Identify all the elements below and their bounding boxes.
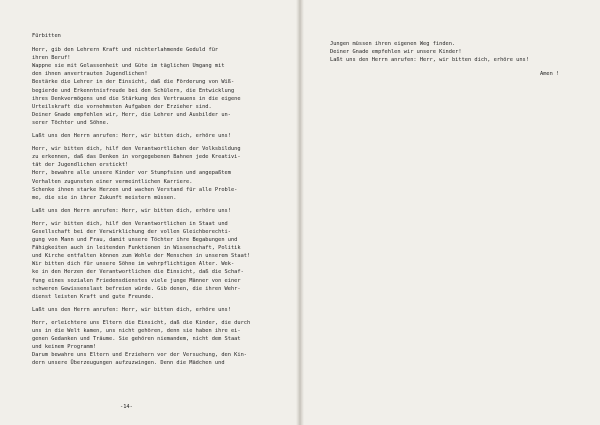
text-line: Deiner Gnade empfehlen wir, Herr, die Lehrer und Ausbilder un-: [32, 111, 231, 118]
text-line: schweren Gewissenslast befreien würde. Gib denen, die ihren Wehr-: [32, 285, 241, 292]
text-line: Darum bewahre uns Eltern und Erziehern vor der Versuchung, den Kin-: [32, 352, 248, 359]
text-line: ihres Denkvermögens und die Stärkung des Vertrauens in die eigene: [32, 95, 241, 102]
text-line: Gesellschaft bei der Verwirklichung der vollen Gleichberechti-: [32, 228, 231, 235]
text-line: uns in die Welt kamen, uns nicht gehören, denn sie haben ihre ei-: [32, 328, 241, 334]
text-line: zu erkennen, daß das Denken in vorgegebenen Bahnen jede Kreativi-: [32, 154, 241, 161]
text-line: dienst leisten Kraft und gute Freunde.: [32, 293, 154, 300]
text-line: Verhalten zugunsten einer vermeintlichen Karriere.: [32, 178, 193, 185]
text-line: Jungen müssen ihren eigenen Weg finden.: [330, 41, 456, 47]
text-line: genen Gedanken und Träume. Sie gehören niemandem, nicht dem Staat: [32, 336, 241, 343]
text-line: Herr, wir bitten dich, hilf den Verantwortlichen der Volksbildung: [32, 146, 241, 153]
paragraph: [32, 132, 294, 140]
text-line: dern unsere Überzeugungen aufzuzwingen. Denn die Mädchen und: [32, 360, 225, 367]
text-line: Urteilskraft die vornehmsten Aufgaben der Erzieher sind.: [32, 103, 212, 110]
text-line: ihren Beruf!: [32, 55, 71, 62]
page-number: -14-: [120, 404, 133, 410]
text-line: begierde und Erkenntnisfreude bei den Schülern, die Entwicklung: [32, 87, 235, 94]
text-line: me, die sie in ihrer Zukunft meistern müssen.: [32, 194, 177, 201]
paragraph: [32, 306, 294, 314]
paragraph: [32, 207, 294, 215]
text-line: und Kirche entfalten können zum Wohle der Menschen in unserem Staat!: [32, 253, 251, 260]
text-line: Herr, gib den Lehrern Kraft und nichterlahmende Geduld für: [32, 47, 219, 54]
text-line: Laßt uns den Herrn anrufen: Herr, wir bitten dich, erhöre uns!: [32, 133, 231, 140]
text-line: Schenke ihnen starke Herzen und wachen Verstand für alle Proble-: [32, 186, 238, 193]
text-line: fung eines sozialen Friedensdienstes viele junge Männer von einer: [32, 277, 241, 284]
text-line: serer Töchter und Söhne.: [32, 119, 110, 126]
left-page-text: [32, 46, 294, 367]
text-line: Wir bitten dich für unsere Söhne im wehrpflichtigen Alter. Wek-: [32, 261, 235, 268]
text-line: Laßt uns den Herrn anrufen: Herr, wir bitten dich, erhöre uns!: [32, 306, 231, 313]
text-line: Herr, erleichtere uns Eltern die Einsicht, daß die Kinder, die durch: [32, 319, 251, 326]
text-line: den ihnen anvertrauten Jugendlichen!: [32, 71, 148, 78]
text-line: Herr, wir bitten dich, hilf den Verantwortlichen in Staat und: [32, 220, 228, 227]
page-heading: Fürbitten: [32, 33, 61, 39]
text-line: tät der Jugendlichen erstickt!: [32, 162, 129, 169]
right-page: [300, 0, 600, 425]
text-line: Laßt uns den Herrn anrufen: Herr, wir bitten dich, erhöre uns!: [330, 57, 529, 64]
text-line: Bestärke die Lehrer in der Einsicht, daß die Förderung von Wiß-: [32, 79, 235, 86]
paragraph: [32, 319, 294, 368]
text-line: ke in den Herzen der Verantwortlichen die Einsicht, daß die Schaf-: [32, 269, 244, 276]
text-line: Herr, bewahre alle unsere Kinder vor Stumpfsinn und angepaßtem: [32, 170, 231, 177]
text-line: Wappne sie mit Gelassenheit und Güte im täglichen Umgang mit: [32, 63, 225, 70]
text-line: Deiner Gnade empfehlen wir unsere Kinder!: [330, 49, 462, 56]
text-line: Fähigkeiten auch in leitenden Funktionen in Wissenschaft, Politik: [32, 245, 241, 252]
text-line: gung von Mann und Frau, damit unsere Töchter ihre Begabungen und: [32, 237, 238, 244]
right-page-text: [330, 40, 590, 64]
closing-amen: Amen !: [540, 71, 560, 78]
text-line: und keinem Programm!: [32, 344, 97, 351]
text-line: Laßt uns den Herrn anrufen: Herr, wir bitten dich, erhöre uns!: [32, 207, 231, 214]
paragraph: [32, 145, 294, 202]
paragraph: [32, 46, 294, 127]
paragraph: [32, 220, 294, 301]
